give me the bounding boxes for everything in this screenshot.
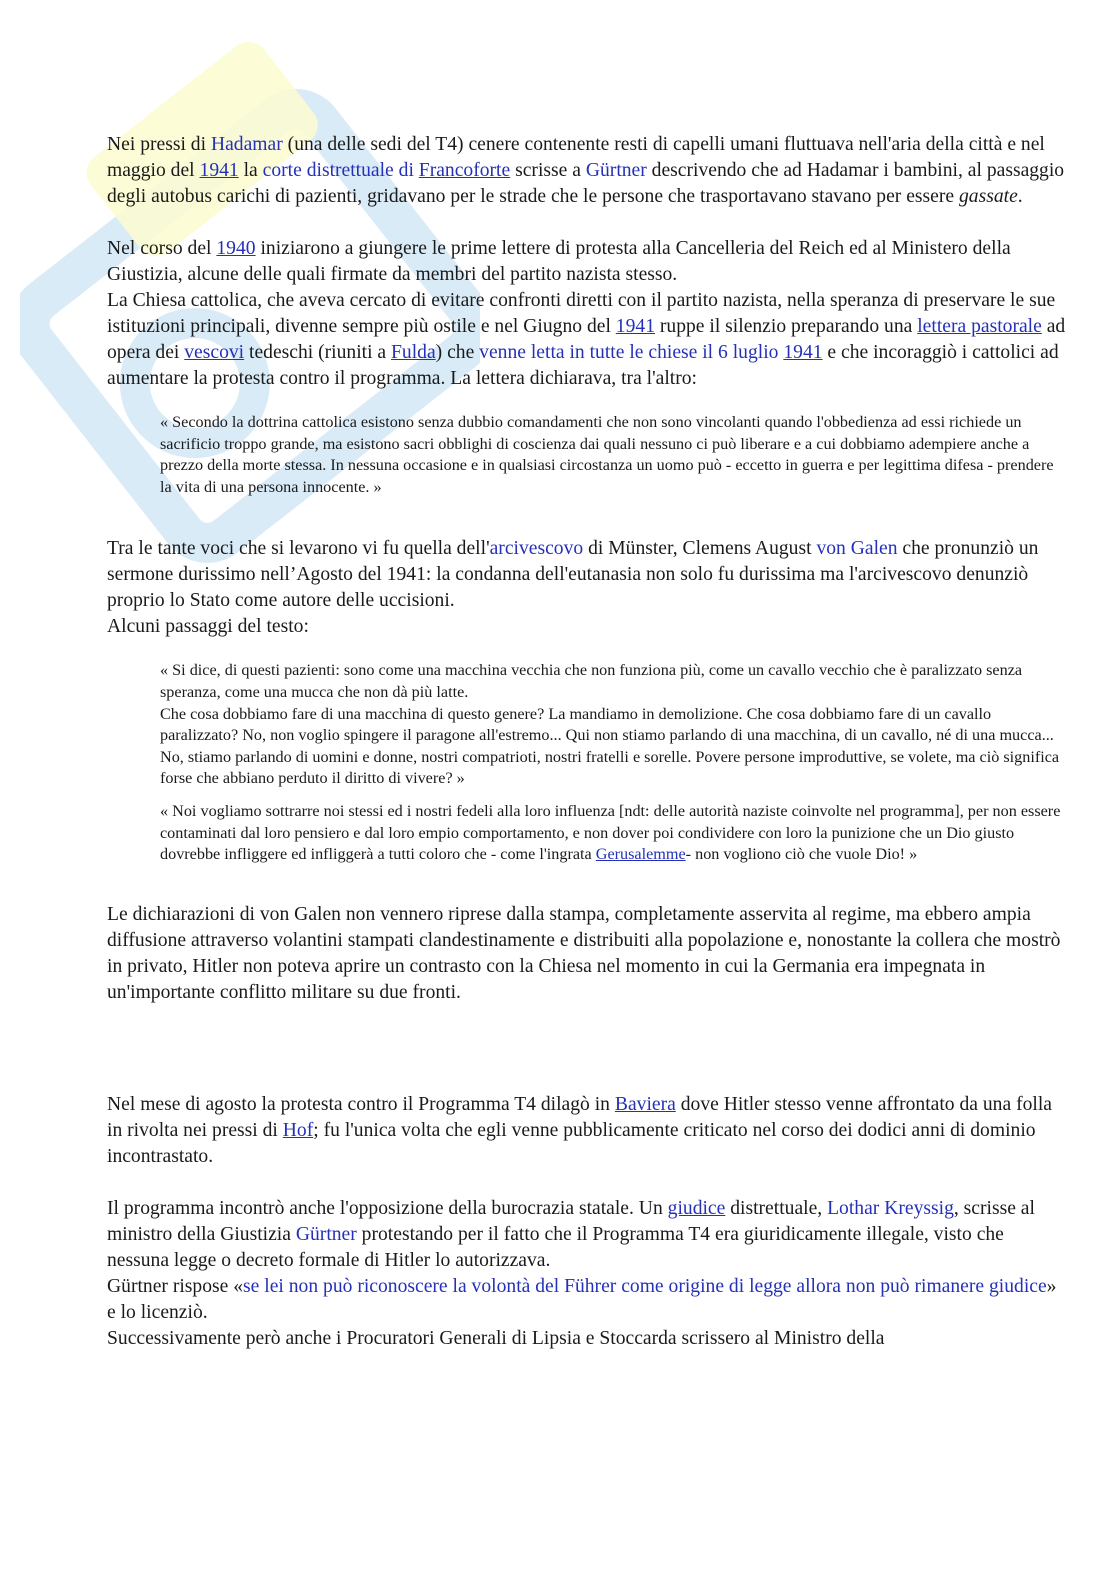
link-baviera[interactable]: Baviera bbox=[614, 1093, 676, 1115]
blockquote-sermone-2: « Noi vogliamo sottrarre noi stessi ed i nostri fedeli alla loro influenza [ndt: delle autorità naziste coinvolte nel programma], per non essere contaminati dal loro pensiero e dal loro empio comportamento, e non dover poi condividere con loro la punizione che un Dio giusto dovrebbe infliggere ed infliggerà a tutti coloro che - come l'ingrata Gerusalemme- non vogliono ciò che vuole Dio! » bbox=[160, 801, 1061, 864]
link-1941-giugno[interactable]: 1941 bbox=[615, 316, 655, 337]
paragraph-chiesa: La Chiesa cattolica, che aveva cercato di evitare confronti diretti con il partito nazista, nella speranza di preservare le sue istituzioni principali, divenne sempre più ostile e nel Giugno del 1941 ruppe il silenzio preparando una lettera pastorale ad opera dei vescovi tedeschi (riuniti a Fulda) che venne letta in tutte le chiese il 6 luglio 1941 e che incoraggiò i cattolici ad aumentare la protesta contro il programma. La lettera dichiarava, tra l'altro: bbox=[107, 290, 1066, 389]
link-quote-fuhrer[interactable]: se lei non può riconoscere la volontà del Führer come origine di legge allora non può rimanere giudice bbox=[243, 1275, 1047, 1297]
link-venne-letta[interactable]: venne letta in tutte le chiese il 6 luglio bbox=[479, 342, 784, 363]
link-von-galen[interactable]: von Galen bbox=[816, 538, 898, 560]
paragraph-von-galen: Tra le tante voci che si levarono vi fu quella dell'arcivescovo di Münster, Clemens August von Galen che pronunziò un sermone durissimo nell’Agosto del 1941: la condanna dell'eutanasia non solo fu durissima ma l'arcivescovo denunziò proprio lo Stato come autore delle uccisioni. Alcuni passaggi del testo: bbox=[107, 538, 1039, 638]
paragraph-baviera: Nel mese di agosto la protesta contro il Programma T4 dilagò in Baviera dove Hitler stesso venne affrontato da una folla in rivolta nei pressi di Hof; fu l'unica volta che egli venne pubblicamente criticato nel corso dei dodici anni di dominio incontrastato. bbox=[107, 1093, 1052, 1167]
paragraph-1940: Nel corso del 1940 iniziarono a giungere le prime lettere di protesta alla Cancelleria del Reich ed al Ministero della Giustizia, alcune delle quali firmate da membri del partito nazista stesso. bbox=[107, 238, 1011, 285]
link-1941-luglio[interactable]: 1941 bbox=[783, 342, 823, 363]
link-arcivescovo[interactable]: arcivescovo bbox=[489, 538, 584, 560]
link-1941[interactable]: 1941 bbox=[199, 160, 239, 181]
blockquote-sermone-1: « Si dice, di questi pazienti: sono come una macchina vecchia che non funziona più, come un cavallo vecchio che è paralizzato senza speranza, come una mucca che non dà più latte. Che cosa dobbiamo fare di una macchina di questo genere? La mandiamo in demolizione. Che cosa dobbiamo fare di un cavallo paralizzato? No, non voglio spingere il paragone all'estremo... Qui non stiamo parlando di una macchina, di un cavallo, né di una mucca... No, stiamo parlando di uomini e donne, nostri compatrioti, nostri fratelli e sorelle. Povere persone improduttive, se volete, ma ciò significa forse che abbiano perduto il diritto di vivere? » bbox=[160, 661, 1060, 788]
link-fulda[interactable]: Fulda bbox=[391, 342, 436, 363]
link-gurtner[interactable]: Gürtner bbox=[585, 160, 647, 181]
paragraph-hadamar: Nei pressi di Hadamar (una delle sedi del T4) cenere contenente resti di capelli umani fluttuava nell'aria della città e nel maggio del 1941 la corte distrettuale di Francoforte scrisse a Gürtner descrivendo che ad Hadamar i bambini, al passaggio degli autobus carichi di pazienti, gridavano per le strade che le persone che trasportavano stavano per essere gassate. bbox=[107, 134, 1065, 207]
paragraph-dichiarazioni: Le dichiarazioni di von Galen non vennero riprese dalla stampa, completamente asservita al regime, ma ebbero ampia diffusione attraverso volantini stampati clandestinamente e distribuiti alla popolazione e, nonostante la collera che mostrò in privato, Hitler non poteva aprire un contrasto con la Chiesa nel momento in cui la Germania era impegnata in un'importante conflitto militare su due fronti. bbox=[107, 903, 1061, 1003]
document-body bbox=[107, 132, 1067, 1352]
link-vescovi[interactable]: vescovi bbox=[184, 342, 245, 363]
paragraph-burocrazia: Il programma incontrò anche l'opposizione della burocrazia statale. Un giudice distrettuale, Lothar Kreyssig, scrisse al ministro della Giustizia Gürtner protestando per il fatto che il Programma T4 era giuridicamente illegale, visto che nessuna legge o decreto formale di Hitler lo autorizzava. Gürtner rispose «se lei non può riconoscere la volontà del Führer come origine di legge allora non può rimanere giudice» e lo licenziò. Successivamente però anche i Procuratori Generali di Lipsia e Stoccarda scrissero al Ministro della bbox=[107, 1197, 1057, 1349]
link-hadamar[interactable]: Hadamar bbox=[210, 134, 283, 155]
link-hof[interactable]: Hof bbox=[282, 1119, 314, 1141]
link-gurtner-2[interactable]: Gürtner bbox=[295, 1223, 357, 1245]
blockquote-lettera: « Secondo la dottrina cattolica esistono senza dubbio comandamenti che non sono vincolanti quando l'obbedienza ad essi richiede un sacrificio troppo grande, ma esistono sacri obblighi di coscienza dai quali nessuno ci può liberare e a cui dobbiamo adempiere anche a prezzo della morte stessa. In nessuna occasione e in qualsiasi circostanza un uomo può - eccetto in guerra e per legittima difesa - prendere la vita di una persona innocente. » bbox=[160, 413, 1054, 496]
link-giudice[interactable]: giudice bbox=[667, 1197, 726, 1219]
link-gerusalemme[interactable]: Gerusalemme bbox=[595, 845, 686, 864]
link-corte-distrettuale[interactable]: corte distrettuale di bbox=[262, 160, 419, 181]
link-francoforte[interactable]: Francoforte bbox=[418, 160, 511, 181]
link-lettera-pastorale[interactable]: lettera pastorale bbox=[917, 316, 1042, 337]
link-1940[interactable]: 1940 bbox=[216, 238, 256, 259]
link-lothar-kreyssig[interactable]: Lothar Kreyssig bbox=[827, 1197, 954, 1219]
